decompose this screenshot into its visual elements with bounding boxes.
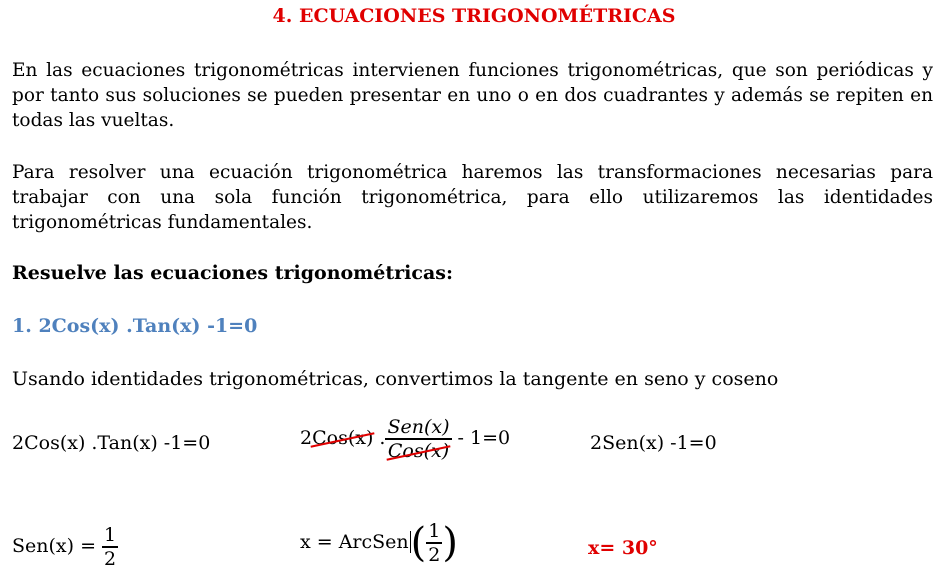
denominator: Cos(x): [387, 440, 450, 462]
intro-paragraph: En las ecuaciones trigonométricas intervienen funciones trigonométricas, que son periódicas y por tanto sus soluciones se pueden presentar en uno o en dos cuadrantes y además se repiten en todas las vueltas.: [12, 60, 933, 131]
method-paragraph: Para resolver una ecuación trigonométrica haremos las transformaciones necesarias para trabajar con una sola función trigonométrica, para ello utilizaremos las identidades trigonométricas fundamentales.: [12, 162, 933, 233]
equation-step-5: [300, 520, 458, 566]
fraction: [426, 520, 442, 566]
fraction: [102, 524, 118, 570]
numerator: 1: [428, 520, 441, 542]
equation-step-2: [300, 416, 510, 462]
step2-suffix: - 1=0: [451, 427, 511, 449]
numerator: 1: [104, 524, 117, 546]
step4-lhs: Sen(x) =: [12, 535, 103, 557]
right-paren: ): [442, 520, 458, 566]
step2-dot: .: [373, 427, 386, 449]
cancelled-cos: Cos(x): [312, 427, 374, 449]
equation-step-4: [12, 524, 118, 570]
denominator: 2: [104, 548, 117, 570]
numerator: Sen(x): [387, 416, 450, 438]
step2-prefix: 2: [300, 427, 313, 449]
equation-step-1: 2Cos(x) .Tan(x) -1=0: [12, 432, 211, 454]
left-paren: (: [410, 520, 427, 566]
step5-lhs: x = ArcSen: [300, 531, 409, 553]
page-title: 4. ECUACIONES TRIGONOMÉTRICAS: [272, 5, 676, 27]
result: x= 30°: [588, 537, 658, 559]
problem-heading: 1. 2Cos(x) .Tan(x) -1=0: [12, 315, 258, 337]
explanation-text: Usando identidades trigonométricas, convertimos la tangente en seno y coseno: [12, 368, 779, 390]
exercise-heading: Resuelve las ecuaciones trigonométricas:: [12, 262, 453, 284]
fraction: [385, 416, 451, 462]
denominator: 2: [428, 544, 441, 566]
equation-step-3: 2Sen(x) -1=0: [590, 432, 717, 454]
